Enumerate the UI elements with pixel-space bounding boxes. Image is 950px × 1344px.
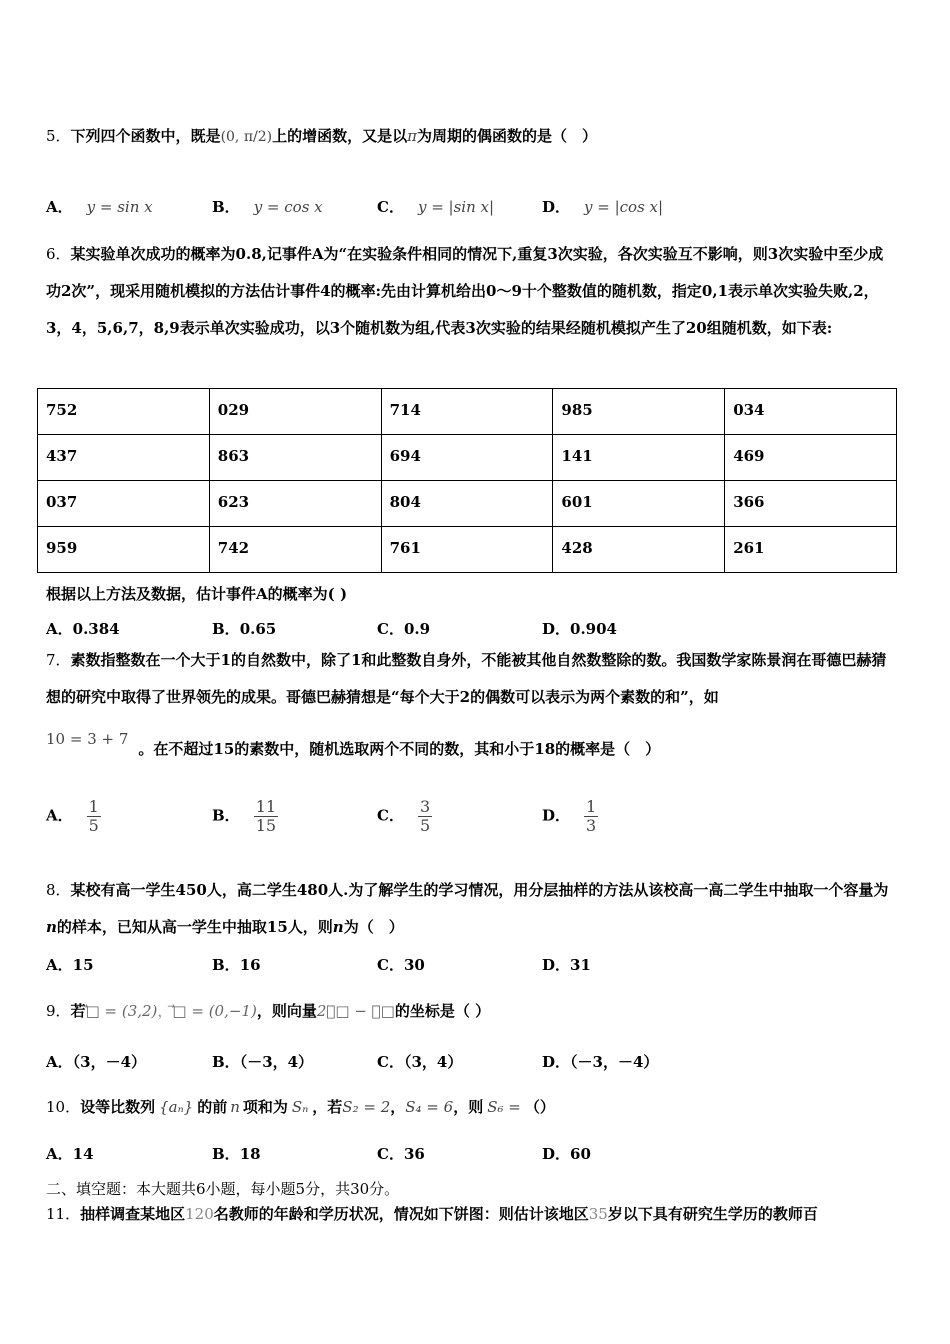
question-5 xyxy=(46,118,898,156)
question-7 xyxy=(46,642,898,716)
table-cell: 623 xyxy=(209,481,381,527)
table-cell: 985 xyxy=(553,389,725,435)
question-text: 项和为 xyxy=(242,1098,288,1116)
question-text: 若 xyxy=(70,1002,86,1020)
option-d[interactable] xyxy=(542,196,663,217)
table-cell: 863 xyxy=(209,435,381,481)
option-label: B． xyxy=(212,806,240,825)
table-cell: 034 xyxy=(725,389,897,435)
option-value: 60 xyxy=(570,1145,591,1163)
question-text: 某校有高一学生450人，高二学生480人.为了解学生的学习情况，用分层抽样的方法从该校高一高二学生中抽取一个容量为 xyxy=(70,881,889,899)
option-label: C． xyxy=(377,1145,404,1163)
option-expression: y = cos x xyxy=(253,198,323,216)
option-value: 31 xyxy=(570,956,591,974)
option-d[interactable] xyxy=(542,1143,591,1164)
option-c[interactable] xyxy=(377,1143,425,1164)
table-cell: 141 xyxy=(553,435,725,481)
table-row xyxy=(38,389,897,435)
option-label: B． xyxy=(212,956,240,974)
numerator: 1 xyxy=(586,797,597,816)
option-d[interactable] xyxy=(542,954,591,975)
table-cell: 714 xyxy=(381,389,553,435)
table-cell: 261 xyxy=(725,527,897,573)
separator: ， xyxy=(157,1002,173,1020)
question-text: ，若 xyxy=(312,1098,343,1116)
table-cell: 804 xyxy=(381,481,553,527)
sequence-symbol: {aₙ} xyxy=(159,1098,194,1116)
option-label: D． xyxy=(542,806,571,825)
table-cell: 037 xyxy=(38,481,210,527)
option-b[interactable] xyxy=(212,196,323,217)
example-equation: 10 = 3 + 7 xyxy=(46,730,129,748)
question-9 xyxy=(46,1000,898,1026)
option-label: B． xyxy=(212,1145,240,1163)
question-text: 名教师的年龄和学历状况，情况如下饼图：则估计该地区 xyxy=(213,1205,589,1223)
sum-symbol: Sₙ xyxy=(291,1098,309,1116)
question-number: 10． xyxy=(46,1098,81,1116)
option-expression: y = |cos x| xyxy=(584,198,664,216)
interval-expression: (0, π/2) xyxy=(220,129,273,145)
option-b[interactable] xyxy=(212,798,278,835)
question-text: 某实验单次成功的概率为0.8,记事件A为“在实验条件相同的情况下,重复3次实验，各次实验互不影响，则3次实验中至少成功2次”，现采用随机模拟的方法估计事件4的概率:先由计算机给出0～9十个整数值的随机数，指定0,1表示单次实验失败,2，3，4，5,6,7，8,9表示单次实验成功，以3个随机数为组,代表3次实验的结果经随机模拟产生了20组随机数，如下表: xyxy=(46,245,884,337)
option-a[interactable] xyxy=(46,196,153,217)
vector-a: ⃗□ = (3,2) xyxy=(85,1002,158,1020)
option-label: B． xyxy=(212,620,240,638)
vector-b: ⃗□ = (0,−1) xyxy=(172,1002,257,1020)
question-text: （） xyxy=(524,1098,555,1116)
question-text: ， xyxy=(390,1098,406,1116)
vector-expression: 2⃗□ − ⃗□ xyxy=(316,1002,395,1020)
pi-symbol: π xyxy=(407,127,417,145)
option-b[interactable] xyxy=(212,1051,313,1072)
option-a[interactable] xyxy=(46,1051,146,1072)
question-text: ，则 xyxy=(453,1098,484,1116)
fraction xyxy=(584,798,598,835)
option-b[interactable] xyxy=(212,954,261,975)
option-value: 16 xyxy=(239,956,261,974)
option-c[interactable] xyxy=(377,1051,462,1072)
numerator: 11 xyxy=(255,797,277,816)
question-text: 素数指整数在一个大于1的自然数中，除了1和此整数自身外，不能被其他自然数整除的数。我国数学家陈景润在哥德巴赫猜想的研究中取得了世界领先的成果。哥德巴赫猜想是“每个大于2的偶数可以表示为两个素数的和”，如 xyxy=(46,651,887,706)
question-number: 9． xyxy=(46,1002,71,1020)
option-value: 15 xyxy=(72,956,94,974)
table-row xyxy=(38,527,897,573)
table-cell: 752 xyxy=(38,389,210,435)
option-label: D． xyxy=(542,620,571,638)
section-heading: 二、填空题：本大题共6小题，每小题5分，共30分。 xyxy=(46,1180,400,1198)
question-text: 的样本，已知从高一学生中抽取15人，则 xyxy=(56,918,333,936)
variable-n: n xyxy=(46,918,57,936)
q7-tail xyxy=(46,730,898,764)
denominator: 5 xyxy=(419,816,431,835)
option-label: A． xyxy=(46,1145,73,1163)
option-expression: y = sin x xyxy=(86,198,153,216)
option-label: B． xyxy=(212,1053,240,1071)
q6-after-text: 根据以上方法及数据，估计事件A的概率为( ) xyxy=(46,585,348,603)
table-cell: 366 xyxy=(725,481,897,527)
option-value: 0.65 xyxy=(239,620,277,638)
variable-n: n xyxy=(332,918,344,936)
question-text: 设等比数列 xyxy=(80,1098,156,1116)
denominator: 3 xyxy=(586,816,597,835)
option-label: A． xyxy=(46,956,73,974)
option-value: 36 xyxy=(403,1145,425,1163)
option-label: C． xyxy=(377,956,404,974)
numerator: 3 xyxy=(419,797,431,816)
s4-condition: S₄ = 6 xyxy=(405,1098,454,1116)
question-text: 为周期的偶函数的是（ ） xyxy=(417,127,598,145)
table-cell: 601 xyxy=(553,481,725,527)
table-row xyxy=(38,435,897,481)
option-c[interactable] xyxy=(377,798,432,835)
teacher-count: 120 xyxy=(185,1205,214,1223)
question-text: 。在不超过15的素数中，随机选取两个不同的数，其和小于18的概率是（ ） xyxy=(138,740,661,758)
option-label: C． xyxy=(377,620,404,638)
option-label: B． xyxy=(212,198,240,216)
table-cell: 694 xyxy=(381,435,553,481)
question-text: 岁以下具有研究生学历的教师百 xyxy=(607,1205,818,1223)
option-value: 0.904 xyxy=(570,620,617,638)
option-value: （3，4） xyxy=(403,1053,463,1071)
table-cell: 742 xyxy=(209,527,381,573)
variable-n: n xyxy=(230,1098,240,1116)
option-value: 18 xyxy=(239,1145,261,1163)
option-label: D． xyxy=(542,956,571,974)
question-number: 11． xyxy=(46,1205,81,1223)
table-cell: 959 xyxy=(38,527,210,573)
question-text: 为（ ） xyxy=(343,918,404,936)
denominator: 5 xyxy=(88,816,99,835)
option-label: A． xyxy=(46,620,73,638)
question-text: 的前 xyxy=(197,1098,228,1116)
question-11 xyxy=(46,1203,898,1229)
table-cell: 469 xyxy=(725,435,897,481)
option-value: 0.384 xyxy=(72,620,120,638)
question-text: 下列四个函数中，既是 xyxy=(70,127,221,145)
question-number: 7． xyxy=(46,651,71,669)
option-value: （－3，4） xyxy=(239,1053,314,1071)
option-label: C． xyxy=(377,198,404,216)
option-value: （－3，－4） xyxy=(570,1053,659,1071)
option-b[interactable] xyxy=(212,618,276,639)
option-label: A． xyxy=(46,198,73,216)
random-number-table xyxy=(37,388,897,573)
option-label: D． xyxy=(542,198,571,216)
option-a[interactable] xyxy=(46,618,120,639)
option-value: 0.9 xyxy=(403,620,431,638)
option-label: D． xyxy=(542,1145,571,1163)
option-a[interactable] xyxy=(46,1143,94,1164)
option-value: 30 xyxy=(403,956,425,974)
option-label: C． xyxy=(377,806,404,825)
table-cell: 437 xyxy=(38,435,210,481)
option-d[interactable] xyxy=(542,618,617,639)
option-label: A． xyxy=(46,1053,73,1071)
table-cell: 029 xyxy=(209,389,381,435)
age-threshold: 35 xyxy=(588,1205,608,1223)
question-10 xyxy=(46,1096,898,1122)
fraction xyxy=(418,798,432,835)
option-d[interactable] xyxy=(542,1051,658,1072)
s6-expression: S₆ = xyxy=(487,1098,521,1116)
option-value: （3，－4） xyxy=(72,1053,147,1071)
table-cell: 761 xyxy=(381,527,553,573)
question-number: 8． xyxy=(46,881,71,899)
numerator: 1 xyxy=(88,797,99,816)
option-label: A． xyxy=(46,806,73,825)
option-a[interactable] xyxy=(46,954,94,975)
question-6 xyxy=(46,236,898,347)
option-c[interactable] xyxy=(377,618,430,639)
question-text: 的坐标是（ ） xyxy=(394,1002,491,1020)
question-number: 6． xyxy=(46,245,71,263)
fraction xyxy=(254,798,278,835)
option-label: D． xyxy=(542,1053,571,1071)
question-number: 5． xyxy=(46,127,71,145)
option-c[interactable] xyxy=(377,196,494,217)
denominator: 15 xyxy=(255,816,277,835)
table-cell: 428 xyxy=(553,527,725,573)
option-expression: y = |sin x| xyxy=(417,198,495,216)
s2-condition: S₂ = 2 xyxy=(342,1098,391,1116)
fraction xyxy=(87,798,101,835)
question-text: ，则向量 xyxy=(256,1002,317,1020)
option-b[interactable] xyxy=(212,1143,261,1164)
option-c[interactable] xyxy=(377,954,425,975)
question-8 xyxy=(46,872,898,946)
table-row xyxy=(38,481,897,527)
option-a[interactable] xyxy=(46,798,101,835)
question-text: 上的增函数，又是以 xyxy=(272,127,408,145)
option-d[interactable] xyxy=(542,798,598,835)
question-text: 抽样调查某地区 xyxy=(80,1205,186,1223)
option-value: 14 xyxy=(72,1145,94,1163)
option-label: C． xyxy=(377,1053,404,1071)
